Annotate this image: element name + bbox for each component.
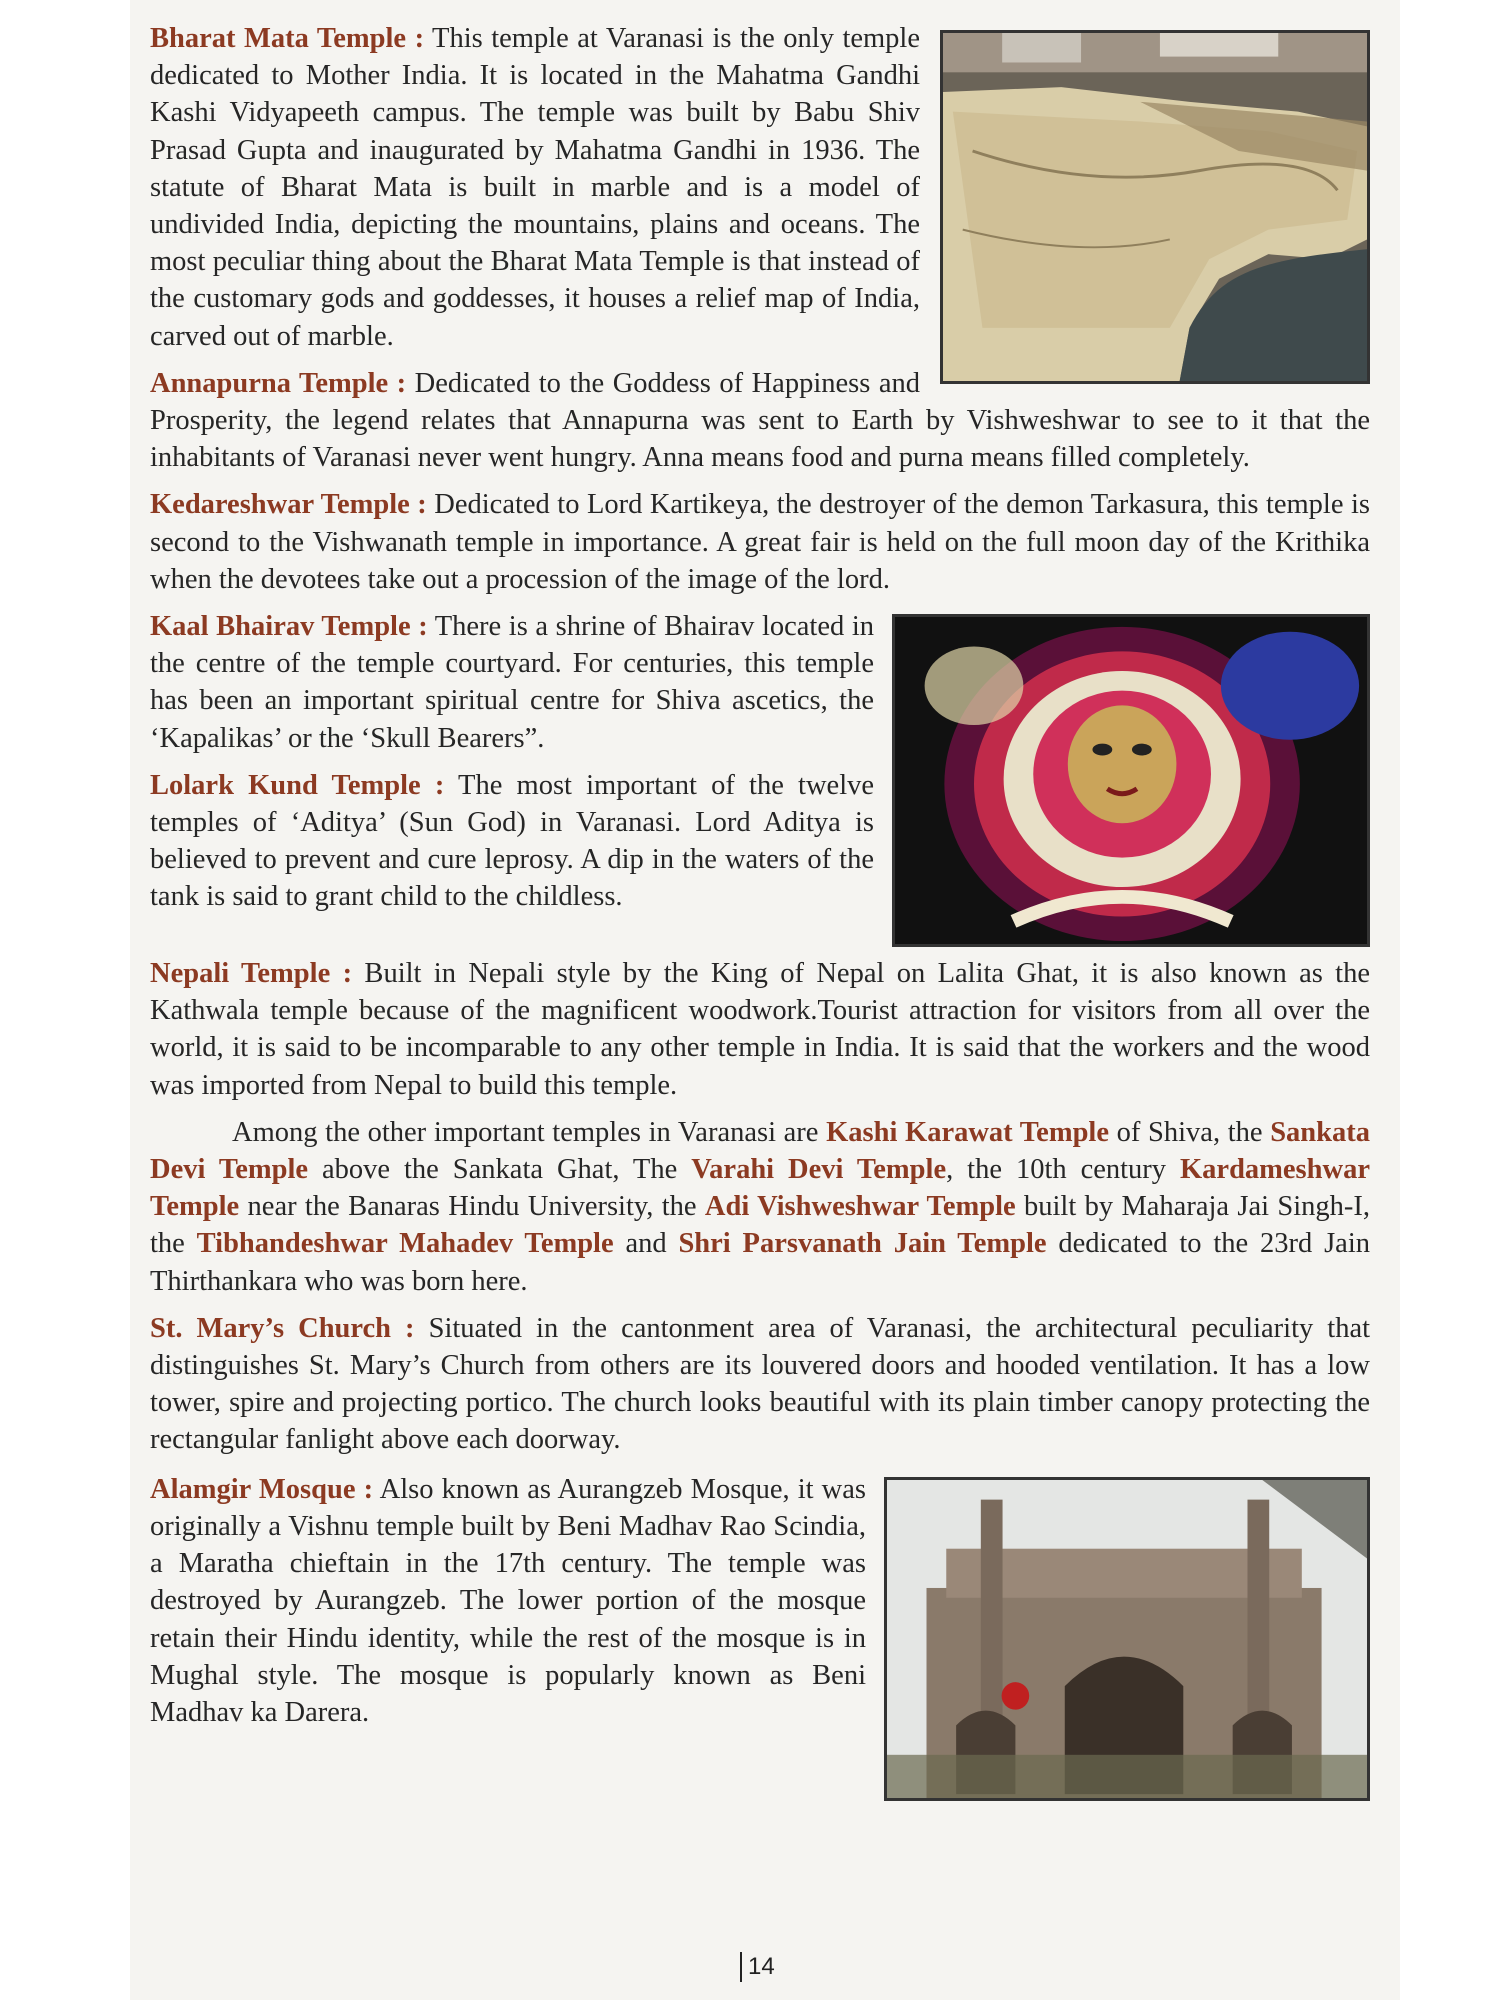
text-kedareshwar: Dedicated to Lord Kartikeya, the destroyer of the demon Tarkasura, this temple is second to the Vishwanath temple in importance. A great fair is held on the full moon day of the Krithika when the devotees take out a procession of the image of the lord.: [150, 489, 1371, 595]
bharat-mata-relief-map-photo: [940, 30, 1370, 384]
article-body: [150, 20, 1370, 1809]
heading-lolark-kund: Lolark Kund Temple :: [150, 769, 445, 801]
heading-alamgir: Alamgir Mosque :: [150, 1473, 374, 1505]
other-temples-text: dedicated to the 23rd Jain Thirthankara who was born here.: [150, 1228, 1370, 1297]
other-temples-text: built by Maharaja Jai Singh-I, the: [150, 1191, 1371, 1260]
temple-name-highlight: Shri Parsvanath Jain Temple: [678, 1228, 1047, 1260]
temple-name-highlight: Adi Vishweshwar Temple: [704, 1191, 1016, 1223]
text-annapurna: Dedicated to the Goddess of Happiness and Prosperity, the legend relates that Annapurna was sent to Earth by Vishweshwar to see to it that the inhabitants of Varanasi never went hungry. Anna means food and purna means filled completely.: [150, 367, 1370, 474]
other-temples-text: , the 10th century: [946, 1154, 1180, 1186]
other-temples-text: Among the other important temples in Varanasi are: [232, 1116, 827, 1148]
section-kedareshwar: [150, 486, 1370, 598]
page-number: 14: [740, 1952, 775, 1982]
temple-name-highlight: Kardameshwar Temple: [150, 1154, 1370, 1223]
alamgir-mosque-photo: [884, 1477, 1370, 1801]
text-alamgir: Also known as Aurangzeb Mosque, it was originally a Vishnu temple built by Beni Madhav Rao Scindia, a Maratha chieftain in the 17th century. The temple was destroyed by Aurangzeb. The lower portion of the mosque retain their Hindu identity, while the rest of the mosque is in Mughal style. The mosque is popularly known as Beni Madhav ka Darera.: [150, 1473, 866, 1728]
kaal-bhairav-shrine-photo: [892, 614, 1370, 947]
heading-annapurna: Annapurna Temple :: [150, 367, 407, 399]
text-kaal-bhairav: There is a shrine of Bhairav located in the centre of the temple courtyard. For centuries, this temple has been an important spiritual centre for Shiva ascetics, the ‘Kapalikas’ or the ‘Skull Bearers”.: [150, 611, 874, 754]
heading-bharat-mata: Bharat Mata Temple :: [150, 23, 425, 54]
heading-kedareshwar: Kedareshwar Temple :: [150, 489, 427, 521]
text-lolark-kund: The most important of the twelve temples of ‘Aditya’ (Sun God) in Varanasi. Lord Aditya is believed to prevent and cure leprosy. A dip in the waters of the tank is said to grant child to the childless.: [150, 769, 875, 913]
other-temples-text: of Shiva, the: [1109, 1116, 1271, 1148]
other-temples-text: and: [613, 1228, 679, 1260]
temple-name-highlight: Sankata Devi Temple: [150, 1116, 1370, 1186]
other-temples-text: above the Sankata Ghat, The: [308, 1154, 692, 1186]
temple-name-highlight: Tibhandeshwar Mahadev Temple: [196, 1228, 614, 1260]
temple-name-highlight: Varahi Devi Temple: [691, 1154, 947, 1186]
other-temples-text: near the Banaras Hindu University, the: [239, 1191, 705, 1223]
text-nepali: Built in Nepali style by the King of Nepal on Lalita Ghat, it is also known as the Kathwala temple because of the magnificent woodwork.Tourist attraction for visitors from all over the world, it is said to be incomparable to any other temple in India. It is said that the workers and the wood was imported from Nepal to build this temple.: [150, 958, 1371, 1101]
heading-nepali: Nepali Temple :: [150, 958, 353, 990]
section-st-marys: [150, 1310, 1370, 1459]
heading-st-marys: St. Mary’s Church :: [150, 1312, 415, 1344]
temple-name-highlight: Kashi Karawat Temple: [826, 1116, 1109, 1148]
section-other-temples: [150, 1114, 1370, 1300]
heading-kaal-bhairav: Kaal Bhairav Temple :: [150, 611, 428, 643]
text-st-marys: Situated in the cantonment area of Varanasi, the architectural peculiarity that distinguishes St. Mary’s Church from others are its louvered doors and hooded ventilation. It has a low tower, spire and projecting portico. The church looks beautiful with its plain timber canopy protecting the rectangular fanlight above each doorway.: [150, 1312, 1371, 1456]
text-bharat-mata: This temple at Varanasi is the only temple dedicated to Mother India. It is located in the Mahatma Gandhi Kashi Vidyapeeth campus. The temple was built by Babu Shiv Prasad Gupta and inaugurated by Mahatma Gandhi in 1936. The statute of Bharat Mata is built in marble and is a model of undivided India, depicting the mountains, plains and oceans. The most peculiar thing about the Bharat Mata Temple is that instead of the customary gods and goddesses, it houses a relief map of India, carved out of marble.: [150, 23, 920, 352]
section-nepali: [150, 955, 1370, 1104]
